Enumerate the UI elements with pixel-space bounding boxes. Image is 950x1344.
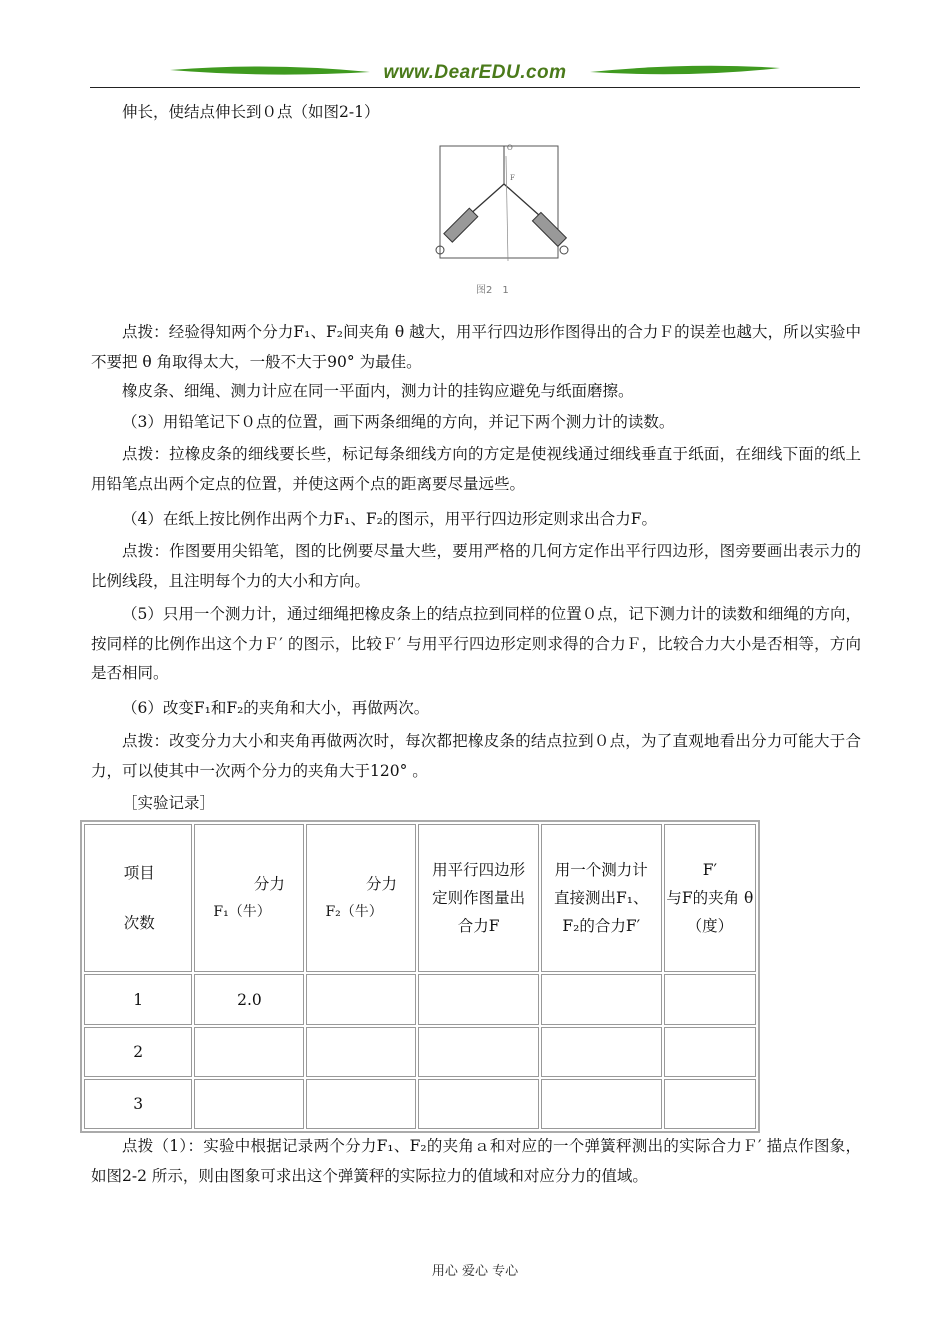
figure-label-o: O (507, 144, 513, 152)
site-name: www.DearEDU.com (383, 62, 567, 83)
table-cell (306, 1079, 416, 1129)
paragraph-6: 点拨：作图要用尖铅笔，图的比例要尽量大些，要用严格的几何方定作出平行四边形，图旁要画出表示力的比例线段，且注明每个力的大小和方向。 (91, 542, 861, 590)
paragraph-2: 橡皮条、细绳、测力计应在同一平面内，测力计的挂钩应避免与纸面磨擦。 (122, 382, 634, 400)
paragraph-5: （4）在纸上按比例作出两个力F₁、F₂的图示，用平行四边形定则求出合力F。 (122, 510, 658, 528)
table-row (84, 1079, 756, 1129)
figure-label-f: F (510, 174, 515, 182)
header-f1: 分力 F₁（牛） (194, 824, 304, 972)
paragraph-9: 点拨：改变分力大小和夹角再做两次时，每次都把橡皮条的结点拉到０点，为了直观地看出分力可能大于合力，可以使其中一次两个分力的夹角大于120° 。 (91, 732, 861, 780)
corner-top-label: 项目 (123, 864, 155, 883)
table-row (84, 1027, 756, 1077)
header-parallelogram-resultant: 用平行四边形定则作图量出合力F (418, 824, 538, 972)
header-f2: 分力 F₂（牛） (306, 824, 416, 972)
table-cell (418, 1079, 538, 1129)
table-cell (306, 1027, 416, 1077)
table-cell (194, 1079, 304, 1129)
experiment-record-table (80, 820, 760, 1133)
row-number: 2 (84, 1027, 192, 1077)
table-cell: 2.0 (194, 974, 304, 1024)
record-heading: ［实验记录］ (122, 794, 216, 812)
header-rule (90, 87, 860, 88)
table-cell (541, 974, 662, 1024)
figure-caption: 图2 1 (476, 285, 509, 296)
paragraph-8: （6）改变F₁和F₂的夹角和大小，再做两次。 (122, 699, 430, 717)
paragraph-4: 点拨：拉橡皮条的细线要长些，标记每条细线方向的方定是使视线通过细线垂直于纸面，在细线下面的纸上用铅笔点出两个定点的位置，并使这两个点的距离要尽量远些。 (91, 445, 861, 493)
experiment-diagram (428, 136, 576, 302)
paragraph-7: （5）只用一个测力计，通过细绳把橡皮条上的结点拉到同样的位置０点，记下测力计的读数和细绳的方向，按同样的比例作出这个力Ｆ′ 的图示，比较Ｆ′ 与用平行四边形定则求得的合力Ｆ，比较合力大小是否相等，方向是否相同。 (91, 605, 861, 682)
table-row (84, 974, 756, 1024)
page-header (90, 58, 860, 90)
row-number: 3 (84, 1079, 192, 1129)
closing-paragraph: 点拨（1）：实验中根据记录两个分力F₁、F₂的夹角ａ和对应的一个弹簧秤测出的实际合力Ｆ′ 描点作图象，如图2-2 所示，则由图象可求出这个弹簧秤的实际拉力的值域和对应分力的值域。 (91, 1137, 861, 1185)
paragraph-3: （3）用铅笔记下０点的位置，画下两条细绳的方向，并记下两个测力计的读数。 (122, 413, 675, 431)
table-cell (541, 1079, 662, 1129)
header-angle: F′ 与F的夹角 θ（度） (664, 824, 756, 972)
table-cell (664, 1027, 756, 1077)
row-number: 1 (84, 974, 192, 1024)
figure-2-1 (428, 136, 576, 302)
table-header-row (84, 824, 756, 972)
corner-header-cell (84, 824, 192, 972)
corner-bottom-label: 次数 (123, 914, 155, 933)
table-cell (194, 1027, 304, 1077)
header-measured-resultant: 用一个测力计直接测出F₁、F₂的合力F′ (541, 824, 662, 972)
table-cell (418, 974, 538, 1024)
intro-text: 伸长，使结点伸长到０点（如图2-1） (122, 103, 380, 121)
paragraph-1: 点拨：经验得知两个分力F₁、F₂间夹角 θ 越大，用平行四边形作图得出的合力Ｆ的误差也越大，所以实验中不要把 θ 角取得太大，一般不大于90° 为最佳。 (91, 323, 861, 371)
table-cell (306, 974, 416, 1024)
table-cell (664, 974, 756, 1024)
table-cell (664, 1079, 756, 1129)
table-cell (541, 1027, 662, 1077)
page-footer: 用心 爱心 专心 (431, 1264, 519, 1279)
table-cell (418, 1027, 538, 1077)
